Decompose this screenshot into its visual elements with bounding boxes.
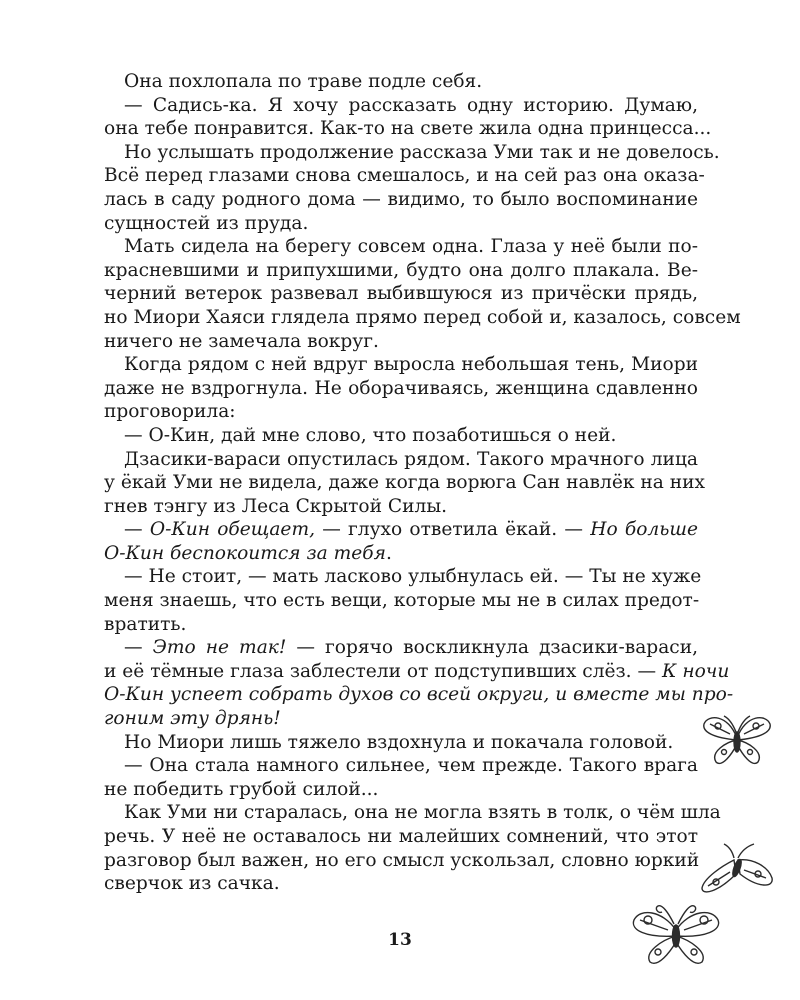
text-segment: Она похлопала по траве подле себя. bbox=[124, 71, 483, 92]
moth-icon bbox=[700, 708, 774, 770]
text-line bbox=[104, 754, 698, 778]
text-line bbox=[104, 330, 698, 354]
text-line bbox=[104, 235, 698, 259]
text-segment: Дзасики-вараси опустилась рядом. Такого мрачного лица bbox=[124, 448, 698, 470]
text-line bbox=[104, 141, 720, 165]
text-line bbox=[104, 70, 698, 94]
text-segment: — О-Кин, дай мне слово, что позаботишься о ней. bbox=[124, 424, 617, 446]
italic-text: К ночи bbox=[662, 660, 730, 682]
text-line bbox=[104, 542, 698, 566]
text-line bbox=[104, 306, 741, 330]
page-number: 13 bbox=[388, 930, 412, 950]
text-segment: — bbox=[124, 637, 153, 659]
text-line bbox=[104, 495, 698, 519]
text-segment: у ёкай Уми не видела, даже когда ворюга Сан навлёк на них bbox=[104, 472, 706, 494]
text-line bbox=[104, 731, 698, 755]
text-segment: даже не вздрогнула. Не оборачиваясь, женщина сдавленно bbox=[104, 377, 698, 399]
text-segment: вратить. bbox=[104, 613, 187, 635]
text-segment: сущностей из пруда. bbox=[104, 212, 309, 234]
italic-text: Это не так! bbox=[152, 637, 287, 659]
text-segment: Но услышать продолжение рассказа Уми так и не довелось. bbox=[124, 141, 720, 163]
text-line bbox=[104, 282, 698, 306]
text-segment: гнев тэнгу из Леса Скрытой Силы. bbox=[104, 495, 448, 517]
text-segment: сверчок из сачка. bbox=[104, 873, 280, 895]
text-segment: . bbox=[385, 542, 392, 564]
text-line bbox=[104, 872, 698, 896]
text-line bbox=[104, 471, 706, 495]
text-line bbox=[104, 424, 698, 448]
text-segment: меня знаешь, что есть вещи, которые мы не в силах предот- bbox=[104, 590, 700, 612]
text-segment: — Не стоит, — мать ласково улыбнулась ей. — Ты не хуже bbox=[124, 566, 702, 588]
italic-text: О-Кин беспокоится за тебя bbox=[104, 542, 386, 564]
italic-text: Но больше bbox=[590, 519, 698, 541]
text-line bbox=[104, 377, 698, 401]
text-segment: и её тёмные глаза заблестели от подступивших слёз. — bbox=[104, 660, 663, 682]
text-line bbox=[104, 801, 721, 825]
text-line bbox=[104, 212, 698, 236]
text-line bbox=[104, 636, 698, 660]
text-segment: разговор был важен, но его смысл ускользал, словно юркий bbox=[104, 849, 700, 871]
text-segment: — bbox=[124, 519, 150, 541]
text-line bbox=[104, 117, 712, 141]
text-line bbox=[104, 613, 698, 637]
text-segment: — горячо воскликнула дзасики-вараси, bbox=[286, 637, 698, 659]
text-line bbox=[104, 849, 698, 873]
moth-icon bbox=[628, 890, 724, 970]
italic-text: О-Кин обещает, bbox=[149, 519, 315, 541]
text-segment: не победить грубой силой... bbox=[104, 778, 379, 800]
text-line bbox=[104, 164, 705, 188]
text-segment: но Миори Хаяси глядела прямо перед собой и, казалось, совсем bbox=[104, 306, 741, 328]
text-segment: красневшими и припухшими, будто она долго плакала. Ве- bbox=[104, 259, 698, 281]
text-line bbox=[104, 188, 698, 212]
text-segment: Но Миори лишь тяжело вздохнула и покачала головой. bbox=[124, 731, 674, 753]
text-line bbox=[104, 94, 698, 118]
italic-text: О-Кин успеет собрать духов со всей округи, и вместе мы про- bbox=[104, 684, 734, 706]
text-segment: лась в саду родного дома — видимо, то было воспоминание bbox=[104, 188, 698, 210]
text-segment: ничего не замечала вокруг. bbox=[104, 330, 379, 352]
text-segment: Когда рядом с ней вдруг выросла небольшая тень, Миори bbox=[124, 354, 698, 376]
text-segment: проговорила: bbox=[104, 401, 236, 423]
text-line bbox=[104, 778, 698, 802]
text-line bbox=[104, 353, 698, 377]
text-line bbox=[104, 448, 698, 472]
text-line bbox=[104, 400, 698, 424]
text-line bbox=[104, 825, 698, 849]
text-line bbox=[104, 518, 698, 542]
text-segment: Как Уми ни старалась, она не могла взять в толк, о чём шла bbox=[124, 802, 721, 824]
text-segment: Всё перед глазами снова смешалось, и на сей раз она оказа- bbox=[104, 165, 705, 187]
text-line bbox=[104, 707, 698, 731]
text-segment: черний ветерок развевал выбившуюся из причёски прядь, bbox=[104, 283, 698, 305]
text-line bbox=[104, 660, 730, 684]
text-line bbox=[104, 565, 702, 589]
text-segment: — Садись-ка. Я хочу рассказать одну историю. Думаю, bbox=[124, 94, 698, 116]
text-segment: речь. У неё не оставалось ни малейших сомнений, что этот bbox=[104, 826, 698, 847]
body-text bbox=[104, 70, 741, 896]
text-line bbox=[104, 683, 734, 707]
italic-text: гоним эту дрянь! bbox=[104, 708, 281, 730]
text-line bbox=[104, 259, 698, 283]
text-segment: — глухо ответила ёкай. — bbox=[314, 519, 591, 541]
text-segment: Мать сидела на берегу совсем одна. Глаза у неё были по- bbox=[124, 236, 698, 258]
text-segment: она тебе понравится. Как-то на свете жила одна принцесса... bbox=[104, 118, 712, 140]
text-line bbox=[104, 589, 698, 613]
text-segment: — Она стала намного сильнее, чем прежде. Такого врага bbox=[124, 755, 698, 777]
